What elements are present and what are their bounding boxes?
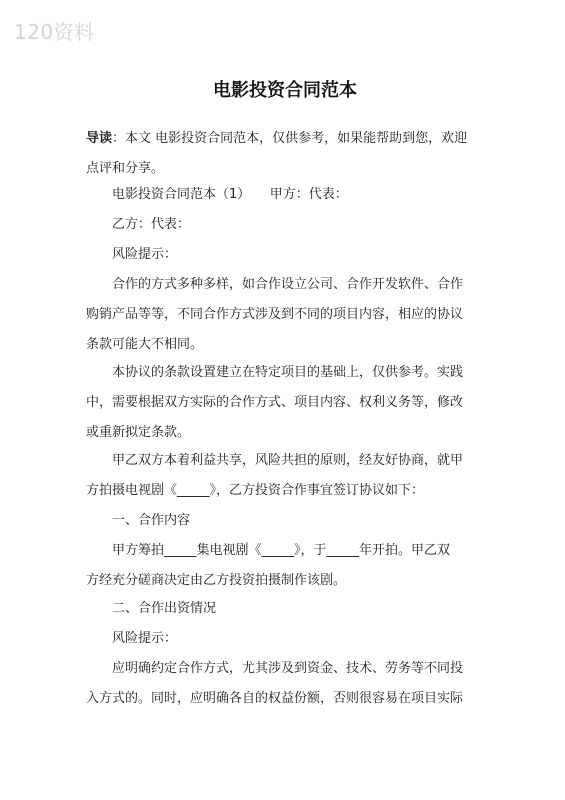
- paragraph-line: 方经充分磋商决定由乙方投资拍摄制作该剧。: [86, 573, 347, 588]
- party-b-line: 乙方：代表：: [112, 217, 191, 232]
- intro-label: 导读: [86, 131, 113, 146]
- paragraph-section-2: [86, 654, 484, 714]
- paragraph-line: 应明确约定合作方式，尤其涉及到资金、技术、劳务等不同投: [112, 661, 464, 676]
- section-heading-2: 二、合作出资情况: [112, 601, 217, 616]
- paragraph-agreement-basis: [86, 358, 484, 448]
- paragraph-line: 中，需要根据双方实际的合作方式、项目内容、权利义务等，修改: [86, 395, 464, 410]
- risk-tip-heading-1: 风险提示：: [112, 247, 178, 262]
- risk-tip-heading-2: 风险提示：: [112, 631, 178, 646]
- section-heading-1: 一、合作内容: [112, 513, 191, 528]
- paragraph-section-1: [86, 536, 484, 596]
- paragraph-line: 或重新拟定条款。: [86, 425, 191, 440]
- paragraph-line: 甲乙双方本着利益共享，风险共担的原则，经友好协商，就甲: [112, 453, 464, 468]
- paragraph-line: 方拍摄电视剧《_____》，乙方投资合作事宜签订协议如下：: [86, 483, 425, 498]
- paragraph-principles: [86, 446, 484, 506]
- intro-paragraph: [86, 124, 484, 184]
- paragraph-line: 购销产品等等，不同合作方式涉及到不同的项目内容，相应的协议: [86, 307, 464, 322]
- contract-heading: 电影投资合同范本（1） 甲方：代表：: [112, 187, 348, 202]
- paragraph-line: 条款可能大不相同。: [86, 337, 204, 352]
- paragraph-cooperation-methods: [86, 270, 484, 360]
- document-title: 电影投资合同范本: [213, 80, 357, 101]
- intro-text-line-1: ：本文 电影投资合同范本，仅供参考，如果能帮助到您，欢迎: [112, 131, 468, 146]
- paragraph-line: 甲方筹拍_____集电视剧《_____》，于_____年开拍。甲乙双: [112, 543, 451, 558]
- paragraph-line: 本协议的条款设置建立在特定项目的基础上，仅供参考。实践: [112, 365, 464, 380]
- intro-text-line-2: 点评和分享。: [86, 161, 165, 176]
- paragraph-line: 入方式的。同时，应明确各自的权益份额，否则很容易在项目实际: [86, 691, 464, 706]
- paragraph-line: 合作的方式多种多样，如合作设立公司、合作开发软件、合作: [112, 277, 464, 292]
- watermark-logo: 120资料: [14, 20, 95, 44]
